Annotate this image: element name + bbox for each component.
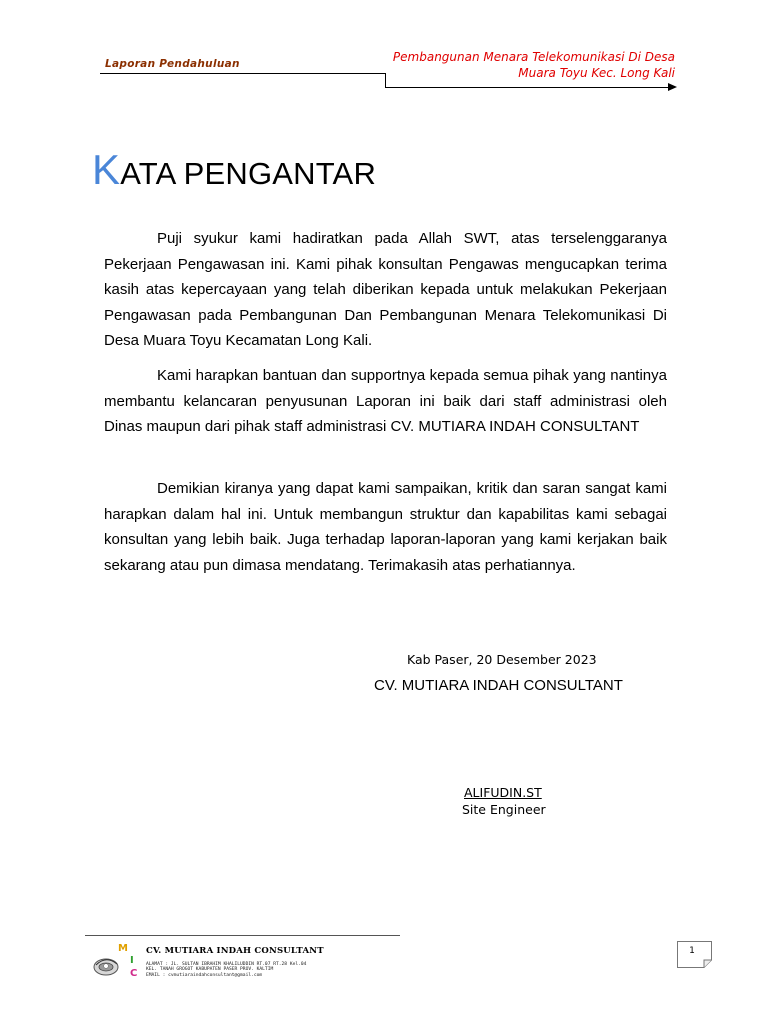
logo-letter-i: I <box>130 955 134 966</box>
place-date: Kab Paser, 20 Desember 2023 <box>407 652 597 667</box>
footer-divider <box>85 935 400 936</box>
paragraph-1-text: Puji syukur kami hadiratkan pada Allah SWT, atas terselenggaranya Pekerjaan Pengawasan ini. Kami pihak konsultan Pengawas mengucapkan terima kasih atas kepercayaan yang telah diberikan kepada untuk melakukan Pekerjaan Pengawasan pada Pembangunan Dan Pembangunan Menara Telekomunikasi Di Desa Muara Toyu Kecamatan Long Kali. <box>104 230 667 349</box>
signer-name: ALIFUDIN.ST <box>464 785 542 800</box>
header-divider-left <box>100 73 386 74</box>
header-project-line-2: Muara Toyu Kec. Long Kali <box>518 66 675 80</box>
paragraph-2 <box>104 363 667 440</box>
header-left-label: Laporan Pendahuluan <box>105 58 240 70</box>
logo-letter-c: C <box>130 968 138 979</box>
paragraph-3-text: Demikian kiranya yang dapat kami sampaikan, kritik dan saran sangat kami harapkan dalam hal ini. Untuk membangun struktur dan kapabilitas kami sebagai konsultan yang lebih baik. Juga terhadap laporan-laporan yang kami kerjakan baik sekarang atau pun dimasa mendatang. Terimakasih atas perhatiannya. <box>104 480 667 574</box>
signature-company: CV. MUTIARA INDAH CONSULTANT <box>374 677 623 694</box>
paragraph-2-text: Kami harapkan bantuan dan supportnya kepada semua pihak yang nantinya membantu kelancaran penyusunan Laporan ini baik dari staff administrasi oleh Dinas maupun dari pihak staff administrasi CV. MUTIARA INDAH CONSULTANT <box>104 367 667 435</box>
footer-address-line-3: EMAIL : cvmutiaraindahconsultant@gmail.com <box>146 972 263 978</box>
header-project-title <box>355 49 675 81</box>
title-text: ATA PENGANTAR <box>120 156 377 191</box>
arrow-right-icon <box>668 83 677 91</box>
page-title <box>92 146 376 194</box>
logo-letter-m: M <box>118 943 128 954</box>
title-drop-cap: K <box>92 146 121 193</box>
signer-role: Site Engineer <box>462 802 546 817</box>
company-logo <box>92 940 142 980</box>
footer-address-line-1: ALAMAT : JL. SULTAN IBRAHIM KHALILUDDIN RT.07 RT.28 Kel.04 <box>146 962 307 967</box>
header-divider-right <box>385 87 671 88</box>
header-divider-step <box>385 73 386 87</box>
footer-address-line-2: KEL. TANAH GROGOT KABUPATEN PASER PROV. KALTIM <box>146 967 274 973</box>
footer-company-name: CV. MUTIARA INDAH CONSULTANT <box>146 946 324 956</box>
page-number: 1 <box>689 946 695 956</box>
paragraph-3 <box>104 476 667 578</box>
footer-address <box>146 962 316 978</box>
header-project-line-1: Pembangunan Menara Telekomunikasi Di Desa <box>392 50 675 64</box>
paragraph-1 <box>104 226 667 354</box>
